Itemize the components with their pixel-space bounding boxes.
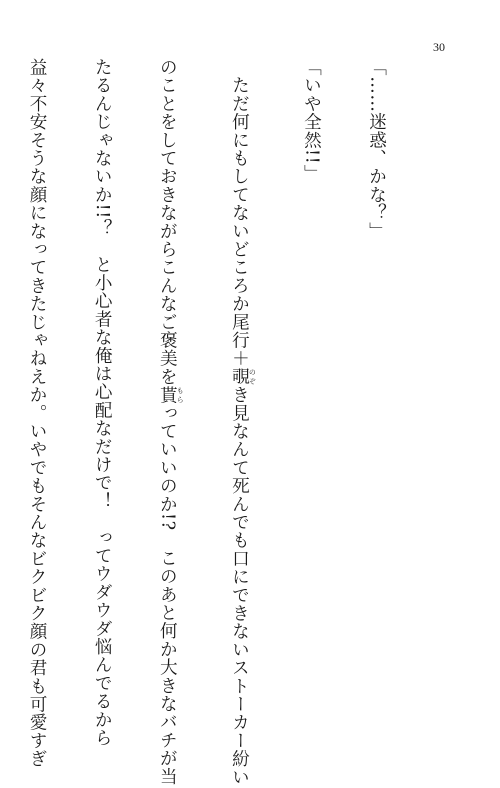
furigana-reading: もら [176, 385, 185, 404]
novel-text-block [27, 58, 430, 787]
furigana-reading: のぞ [248, 367, 257, 386]
text-segment: ただ何にもしてないどころか尾行＋ [229, 58, 250, 368]
page-number: 30 [433, 40, 445, 54]
text-segment: っていいのか!? このあと何か大きなバチが当 [157, 403, 178, 786]
text-line [300, 58, 322, 688]
furigana-base: 貰 [157, 385, 178, 404]
text-line [156, 58, 185, 786]
text-segment: き見なんて死んでも口にできないストーカー紛い [229, 385, 250, 787]
text-line [25, 58, 48, 768]
text-line [90, 58, 113, 747]
furigana [157, 385, 185, 404]
text-segment: 「……迷惑、かな？」 [366, 58, 387, 240]
text-line [365, 58, 387, 688]
furigana [229, 367, 257, 386]
text-segment: のことをしておきながらこんなご褒美を [157, 58, 178, 386]
furigana-base: 覗 [229, 367, 250, 386]
text-segment: 益々不安そうな顔になってきたじゃねえか。いやでもそんなビクビク顔の君も可愛すぎ [27, 58, 48, 768]
text-segment: たるんじゃないか!!？ と小心者な俺は心配なだけで！ ってウダウダ悩んでるから [92, 58, 113, 747]
text-line [228, 58, 257, 787]
text-segment: 「いや全然!!」 [301, 58, 322, 183]
